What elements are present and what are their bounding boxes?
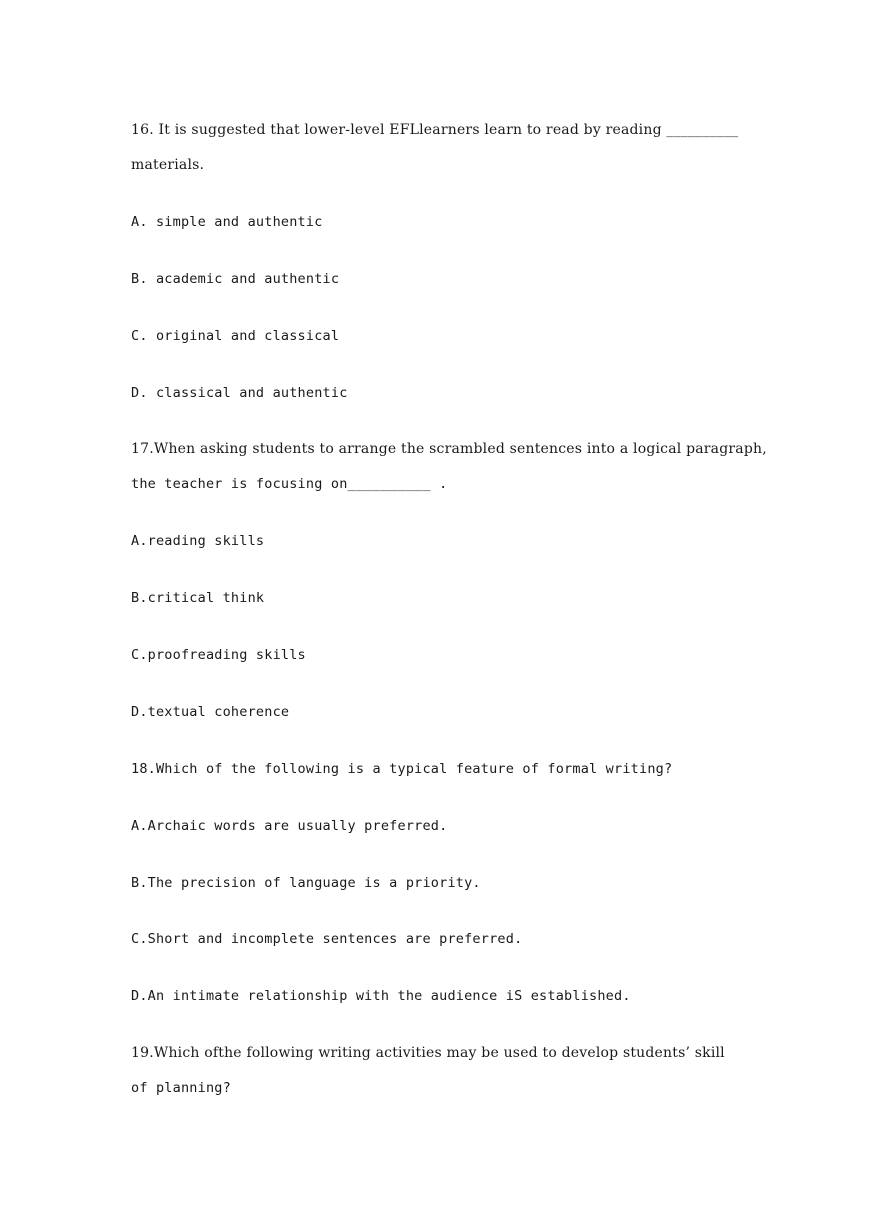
question-16-option-b: B. academic and authentic xyxy=(131,271,340,287)
question-16-stem: 16. It is suggested that lower-level EFLlearners learn to read by reading __________ xyxy=(131,122,739,138)
question-18-option-c: C.Short and incomplete sentences are preferred. xyxy=(131,931,523,947)
question-17-option-b: B.critical think xyxy=(131,590,265,606)
question-19-stem-continued: of planning? xyxy=(131,1080,231,1096)
question-18-stem: 18.Which of the following is a typical feature of formal writing? xyxy=(131,761,673,777)
question-19-stem: 19.Which ofthe following writing activities may be used to develop students’ skill xyxy=(131,1045,725,1061)
question-18-option-a: A.Archaic words are usually preferred. xyxy=(131,818,448,834)
question-16-option-c: C. original and classical xyxy=(131,328,340,344)
question-17-stem: 17.When asking students to arrange the scrambled sentences into a logical paragraph, xyxy=(131,441,767,457)
question-17-option-c: C.proofreading skills xyxy=(131,647,306,663)
question-17-option-a: A.reading skills xyxy=(131,533,265,549)
question-16-stem-continued: materials. xyxy=(131,157,205,173)
question-18-option-b: B.The precision of language is a priority. xyxy=(131,875,481,891)
question-16-option-d: D. classical and authentic xyxy=(131,385,348,401)
question-17-option-d: D.textual coherence xyxy=(131,704,290,720)
question-16-option-a: A. simple and authentic xyxy=(131,214,323,230)
question-17-stem-continued: the teacher is focusing on__________ . xyxy=(131,476,448,492)
question-18-option-d: D.An intimate relationship with the audience iS established. xyxy=(131,988,631,1004)
